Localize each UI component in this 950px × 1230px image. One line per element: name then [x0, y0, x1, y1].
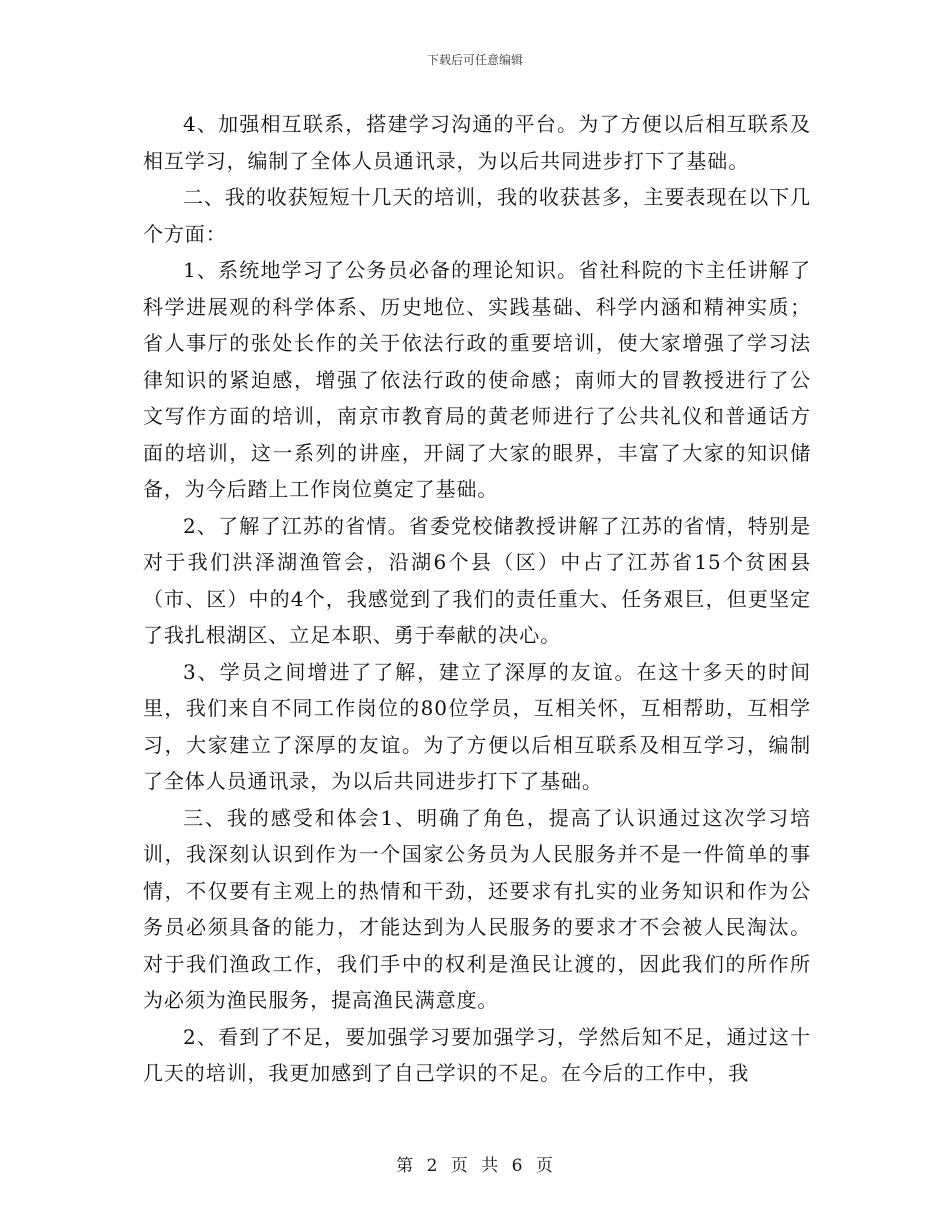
paragraph-1: 4、加强相互联系，搭建学习沟通的平台。为了方便以后相互联系及相互学习，编制了全体人员通讯录，为以后共同进步打下了基础。	[143, 112, 811, 173]
document-body	[143, 106, 811, 1092]
paragraph-5: 3、学员之间增进了了解，建立了深厚的友谊。在这十多天的时间里，我们来自不同工作岗位的80位学员，互相关怀，互相帮助，互相学习，大家建立了深厚的友谊。为了方便以后相互联系及相互学习，编制了全体人员通讯录，为以后共同进步打下了基础。	[143, 659, 811, 793]
paragraph-4: 2、了解了江苏的省情。省委党校储教授讲解了江苏的省情，特别是对于我们洪泽湖渔管会，沿湖6个县（区）中占了江苏省15个贫困县（市、区）中的4个，我感觉到了我们的责任重大、任务艰巨，但更坚定了我扎根湖区、立足本职、勇于奉献的决心。	[143, 513, 811, 647]
page-number: 第 2 页 共 6 页	[396, 1156, 554, 1176]
paragraph-2: 二、我的收获短短十几天的培训，我的收获甚多，主要表现在以下几个方面：	[143, 185, 811, 246]
paragraph-3: 1、系统地学习了公务员必备的理论知识。省社科院的卞主任讲解了科学进展观的科学体系、历史地位、实践基础、科学内涵和精神实质；省人事厅的张处长作的关于依法行政的重要培训，使大家增强了学习法律知识的紧迫感，增强了依法行政的使命感；南师大的冒教授进行了公文写作方面的培训，南京市教育局的黄老师进行了公共礼仪和普通话方面的培训，这一系列的讲座，开阔了大家的眼界，丰富了大家的知识储备，为今后踏上工作岗位奠定了基础。	[143, 258, 811, 501]
paragraph-6: 三、我的感受和体会1、明确了角色，提高了认识通过这次学习培训，我深刻认识到作为一个国家公务员为人民服务并不是一件简单的事情，不仅要有主观上的热情和干劲，还要求有扎实的业务知识和作为公务员必须具备的能力，才能达到为人民服务的要求才不会被人民淘汰。对于我们渔政工作，我们手中的权利是渔民让渡的，因此我们的所作所为必须为渔民服务，提高渔民满意度。	[143, 805, 811, 1012]
paragraph-7: 2、看到了不足，要加强学习要加强学习，学然后知不足，通过这十几天的培训，我更加感到了自己学识的不足。在今后的工作中，我	[143, 1024, 811, 1085]
page-header-note: 下载后可任意编辑	[426, 53, 523, 67]
